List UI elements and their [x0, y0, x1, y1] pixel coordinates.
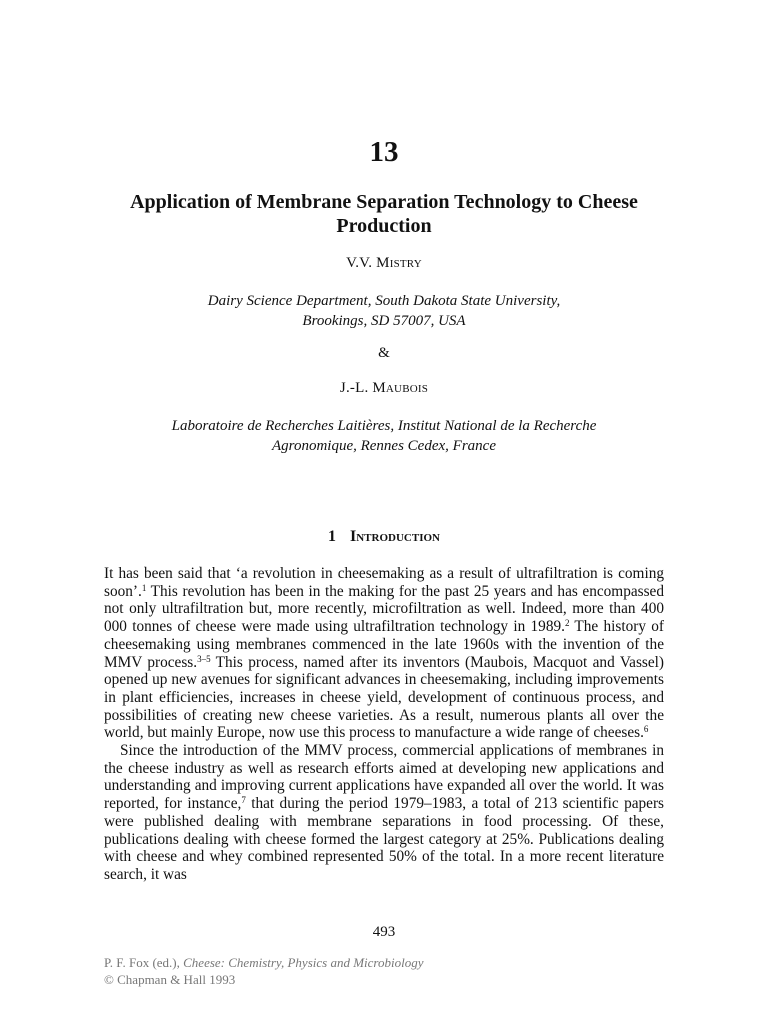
author-1 [0, 255, 768, 272]
paragraph [104, 742, 664, 884]
paragraph-text: The history of cheesemaking using membranes commenced in the late 1960s with the invention of the MMV process. [104, 618, 664, 671]
author-1-initials: V.V. [346, 255, 377, 271]
affiliation-line: Brookings, SD 57007, USA [302, 313, 466, 329]
paragraph-text: This revolution has been in the making for the past 25 years and has encompassed not only ultrafiltration but, more recently, microfiltration as well. Indeed, more than 400 000 tonnes of cheese were made using ultrafiltration technology in 1989. [104, 582, 664, 636]
paragraph-text: Since the introduction of the MMV process, commercial applications of membranes in the cheese industry as well as research efforts aimed at developing new applications and understanding and improving current applications have expanded all over the world. It was reported, for instance, [104, 742, 664, 813]
author-1-surname: Mistry [376, 255, 422, 271]
footer-book-title: Cheese: Chemistry, Physics and Microbiology [183, 955, 424, 970]
author-1-affiliation [104, 291, 664, 331]
reference-marker: 7 [241, 795, 246, 806]
section-number: 1 [328, 528, 337, 545]
chapter-title: Application of Membrane Separation Technology to Cheese Production [130, 191, 638, 237]
author-2 [0, 380, 768, 397]
paragraph [104, 565, 664, 742]
paragraph-text: that during the period 1979–1983, a total of 213 scientific papers were published dealing with membrane separations in food processing. Of these, publications dealing with cheese formed the largest category at 25%. Publications dealing with cheese and whey combined represented 50% of the total. In a more recent literature search, it was [104, 795, 664, 883]
source-footer [104, 954, 604, 988]
author-separator: & [378, 345, 390, 361]
reference-marker: 2 [564, 618, 570, 629]
reference-marker: 6 [643, 724, 649, 735]
body-text [104, 565, 664, 884]
chapter-number: 13 [369, 136, 399, 168]
affiliation-line: Laboratoire de Recherches Laitières, Institut National de la Recherche [171, 418, 597, 434]
footer-editor: P. F. Fox (ed.), [104, 955, 184, 970]
affiliation-line: Dairy Science Department, South Dakota State University, [207, 293, 561, 309]
section-title: Introduction [350, 528, 440, 545]
reference-marker: 3–5 [197, 653, 211, 664]
author-2-affiliation [104, 416, 664, 456]
reference-marker: 1 [141, 582, 147, 593]
footer-copyright: © Chapman & Hall 1993 [104, 972, 236, 987]
affiliation-line: Agronomique, Rennes Cedex, France [272, 438, 496, 454]
footer-citation [104, 954, 604, 971]
author-2-surname: Maubois [372, 380, 429, 396]
page-number: 493 [372, 924, 396, 940]
paragraph-text: This process, named after its inventors (Maubois, Macquot and Vassel) opened up new avenues for significant advances in cheesemaking, including improvements in plant efficiencies, increases in cheese yield, development of continuous process, and possibilities of creating new cheese varieties. As a result, numerous plants all over the world, but mainly Europe, now use this process to manufacture a wide range of cheeses. [104, 653, 665, 742]
author-2-initials: J.-L. [339, 380, 373, 396]
section-heading [0, 528, 768, 546]
paragraph-text: It has been said that ‘a revolution in cheesemaking as a result of ultrafiltration is coming soon’. [104, 565, 664, 600]
